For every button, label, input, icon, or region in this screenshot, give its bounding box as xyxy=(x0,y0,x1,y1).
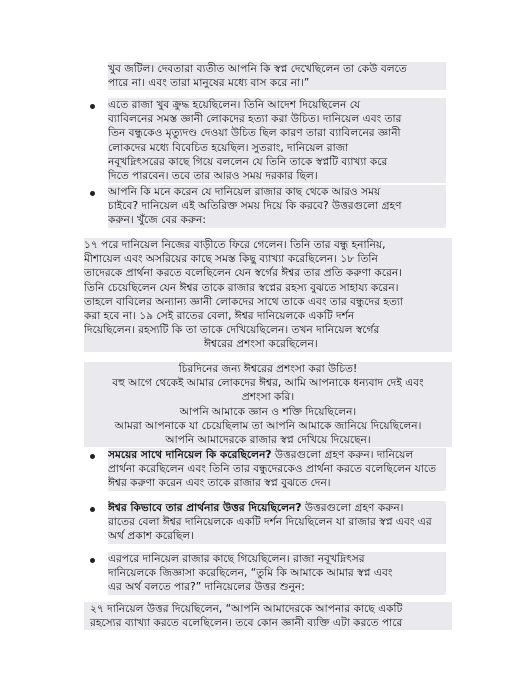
answer-text: উত্তরগুলো গ্রহণ করুন। xyxy=(301,502,404,514)
text-line: পারে না। এবং তারা মানুষের মধ্যে বাস করে না।” xyxy=(108,77,310,90)
text-line xyxy=(108,501,446,515)
text-line: তিনি চেয়েছিলেন যেন ঈশ্বর তাকে রাজার স্বপ্নের রহস্য বুঝতে সাহায্য করেন। xyxy=(84,281,399,294)
text-line: খুব জটিল। দেবতারা ব্যতীত আপনি কি স্বপ্ন দেখেছিলেন তা কেউ বলতে xyxy=(108,63,407,75)
text-line xyxy=(108,448,446,462)
text-line: ১৭ পরে দানিয়েল নিজের বাড়ীতে ফিরে গেলেন। তিনি তার বন্ধু হনানিয়, xyxy=(84,239,386,251)
text-line: ব্যাবিলনের সমস্ত জ্ঞানী লোকদের হত্যা করা উচিত। দানিয়েল এবং তার xyxy=(108,113,402,126)
text-line: বহু আগে থেকেই আমার লোকদের ঈশ্বর, আমি আপনাকে ধন্যবাদ দেই এবং xyxy=(112,377,424,390)
bullet-icon xyxy=(90,191,95,196)
text-line: এর অর্থ বলতে পার?” দানিয়েলের উত্তর শুনুন: xyxy=(108,581,305,594)
text-line: প্রশংসা করি। xyxy=(241,391,295,404)
text-line: চাইবে? দানিয়েল এই অতিরিক্ত সময় দিয়ে কি করবে? উত্তরগুলো গ্রহণ xyxy=(108,200,402,213)
text-line: দানিয়েলকে জিজ্ঞাসা করেছিলেন, “তুমি কি আমাকে আমার স্বপ্ন এবং xyxy=(108,567,393,580)
bullet-paragraph-god-answered xyxy=(108,501,446,544)
scripture-passage xyxy=(84,238,452,352)
question-text: ঈশ্বর কিভাবে তার প্রার্থনার উত্তর দিয়েছিলেন? xyxy=(108,502,302,514)
text-line: দিতে পারবেন। তবে তার আরও সময় দরকার ছিল। xyxy=(108,170,318,183)
text-line: লোকদের মধ্যে বিবেচিত হয়েছিল। সুতরাং, দানিয়েল রাজা xyxy=(108,141,349,154)
text-line: ঈশ্বর করুণা করেন এবং তাকে রাজার স্বপ্ন বুঝতে দেন। xyxy=(108,477,331,490)
text-line: মীশায়েল এবং অসরিয়ের কাছে সমস্ত কিছু ব্যাখ্যা করেছিলেন। ১৮ তিনি xyxy=(84,253,378,266)
text-line: তিন বন্ধুকেও মৃত্যুদণ্ড দেওয়া উচিত ছিল কারণ তারা ব্যাবিলনের জ্ঞানী xyxy=(108,127,401,140)
text-line: আপনি আমাদেরকে রাজার স্বপ্ন দেখিয়ে দিয়েছেন। xyxy=(165,434,371,447)
text-line: ২৭ দানিয়েল উত্তর দিয়েছিলেন, “আপনি আমাদেরকে আপনার কাছে একটি xyxy=(90,603,403,615)
bullet-icon xyxy=(90,454,95,459)
question-text: সময়ের সাথে দানিয়েল কি করেছিলেন? xyxy=(108,449,272,461)
text-line: করা হবে না। ১৯ সেই রাতের বেলা, ঈশ্বর দানিয়েলকে একটি দর্শন xyxy=(84,310,355,323)
text-line: এরপরে দানিয়েল রাজার কাছে গিয়েছিলেন। রাজা নবূখদ্নিৎসর xyxy=(108,553,365,565)
bullet-icon xyxy=(90,558,95,563)
bullet-icon xyxy=(90,104,95,109)
bullet-paragraph-question-time xyxy=(108,185,446,228)
text-line: আপনি কি মনে করেন যে দানিয়েল রাজার কাছ থেকে আরও সময় xyxy=(108,186,381,198)
text-line: অর্থ প্রকাশ করেছিল। xyxy=(108,530,195,543)
bullet-icon xyxy=(90,507,95,512)
text-line: আমরা আপনাকে যা চেয়েছিলাম তা আপনি আমাকে জানিয়ে দিয়েছিলেন। xyxy=(114,419,422,432)
text-line: এতে রাজা খুব ক্রুদ্ধ হয়েছিলেন। তিনি আদেশ দিয়েছিলেন যে xyxy=(108,99,361,111)
praise-poem xyxy=(84,362,452,447)
bullet-paragraph-what-daniel-did xyxy=(108,448,446,491)
text-line: প্রার্থনা করেছিলেন এবং তিনি তার বন্ধুদেরকেও প্রার্থনা করতে বলেছিলেন যাতে xyxy=(108,463,437,476)
text-line: আপনি আমাকে জ্ঞান ও শক্তি দিয়েছিলেন। xyxy=(179,405,357,418)
text-line: করুন। খুঁজে বের করুন: xyxy=(108,214,206,227)
text-line: রহস্যের ব্যাখ্যা করতে বলেছিলেন। তবে কোন জ্ঞানী ব্যক্তি এটা করতে পারে xyxy=(90,617,403,630)
scripture-passage-verse-27 xyxy=(84,602,452,630)
text-line: নবূখদ্নিৎসরের কাছে গিয়ে বললেন যে তিনি তাকে স্বপ্নটি ব্যাখ্যা করে xyxy=(108,155,388,168)
bullet-paragraph-king-angry xyxy=(108,98,446,183)
continued-paragraph xyxy=(108,62,446,90)
text-line: দিয়েছিলেন। রহস্যটি কি তা তাকে দেখিয়েছিলেন। তখন দানিয়েল স্বর্গের xyxy=(84,324,380,337)
answer-text: উত্তরগুলো গ্রহণ করুন। দানিয়েল xyxy=(271,449,414,461)
text-line: ঈশ্বরের প্রশংসা করেছিলেন। xyxy=(204,338,318,351)
bullet-paragraph-king-asks xyxy=(108,552,446,595)
text-line: চিরদিনের জন্য ঈশ্বরের প্রশংসা করা উচিত! xyxy=(178,363,358,375)
text-line: তাহলে বাবিলের অন্যান্য জ্ঞানী লোকদের সাথে তাকে এবং তার বন্ধুদের হত্যা xyxy=(84,295,404,308)
text-line: তাদেরকে প্রার্থনা করতে বলেছিলেন যেন স্বর্গের ঈশ্বর তার প্রতি করুণা করেন। xyxy=(84,267,403,280)
text-line: রাতের বেলা ঈশ্বর দানিয়েলকে একটি দর্শন দিয়েছিলেন যা রাজার স্বপ্ন এবং এর xyxy=(108,516,432,529)
